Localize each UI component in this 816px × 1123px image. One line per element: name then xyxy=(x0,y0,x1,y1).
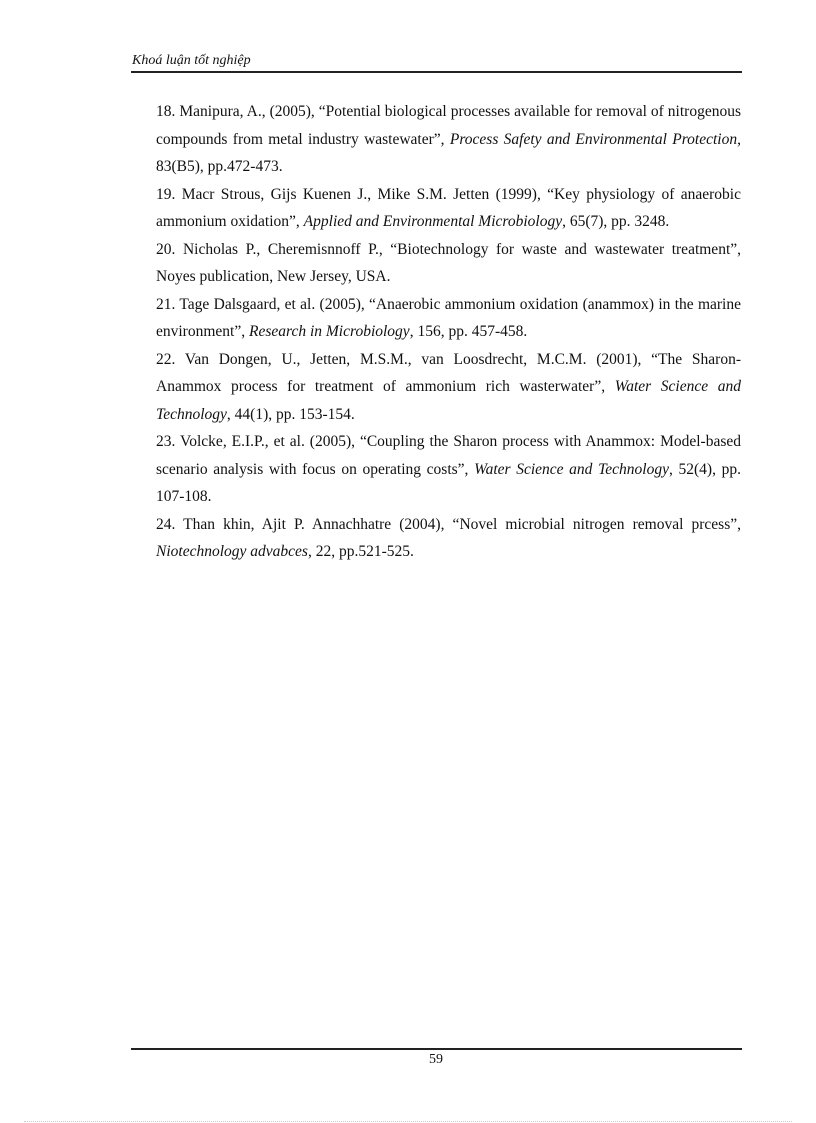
reference-item-24 xyxy=(156,511,741,566)
reference-item-18 xyxy=(156,98,741,181)
page-boundary-dots xyxy=(24,1121,792,1122)
reference-text: 18. Manipura, A., (2005), “Potential biological processes available for removal of nitrogenous compounds from metal industry wastewater”, xyxy=(156,103,741,148)
reference-item-21 xyxy=(156,291,741,346)
reference-item-22 xyxy=(156,346,741,429)
reference-text: 19. Macr Strous, Gijs Kuenen J., Mike S.M. Jetten (1999), “Key physiology of anaerobic ammonium oxidation”, xyxy=(156,185,741,230)
reference-journal: Water Science and Technology xyxy=(156,378,741,423)
reference-text: 20. Nicholas P., Cheremisnnoff P., “Biotechnology for waste and wastewater treatment”, Noyes publication, New Jersey, USA. xyxy=(156,240,741,285)
reference-journal: Niotechnology advabces xyxy=(156,543,308,560)
reference-item-19 xyxy=(156,181,741,236)
reference-details: , 44(1), pp. 153-154. xyxy=(226,405,355,423)
reference-journal: Process Safety and Environmental Protection xyxy=(449,130,738,148)
footer-rule xyxy=(131,1048,742,1050)
reference-details: , 83(B5), pp.472-473. xyxy=(156,130,741,175)
reference-details: , 65(7), pp. 3248. xyxy=(562,213,670,230)
reference-item-20 xyxy=(156,236,741,291)
reference-text: 24. Than khin, Ajit P. Annachhatre (2004), “Novel microbial nitrogen removal prcess”, xyxy=(156,515,741,533)
reference-details: , 156, pp. 457-458. xyxy=(409,323,528,340)
reference-journal: Applied and Environmental Microbiology xyxy=(303,213,563,230)
reference-journal: Water Science and Technology xyxy=(474,460,669,478)
reference-text: 21. Tage Dalsgaard, et al. (2005), “Anaerobic ammonium oxidation (anammox) in the marine environment”, xyxy=(156,295,741,340)
header-title: Khoá luận tốt nghiệp xyxy=(132,53,251,68)
reference-item-23 xyxy=(156,428,741,511)
header-rule xyxy=(131,71,742,73)
page-number: 59 xyxy=(429,1052,443,1067)
reference-text: 23. Volcke, E.I.P., et al. (2005), “Coupling the Sharon process with Anammox: Model-based scenario analysis with focus on operating costs”, xyxy=(156,433,741,478)
reference-details: , 52(4), pp. 107-108. xyxy=(156,460,741,505)
reference-details: , 22, pp.521-525. xyxy=(307,543,414,560)
reference-list xyxy=(156,98,741,566)
reference-text: 22. Van Dongen, U., Jetten, M.S.M., van Loosdrecht, M.C.M. (2001), “The Sharon-Anammox process for treatment of ammonium rich wasterwater”, xyxy=(156,350,741,395)
reference-journal: Research in Microbiology xyxy=(248,323,410,340)
